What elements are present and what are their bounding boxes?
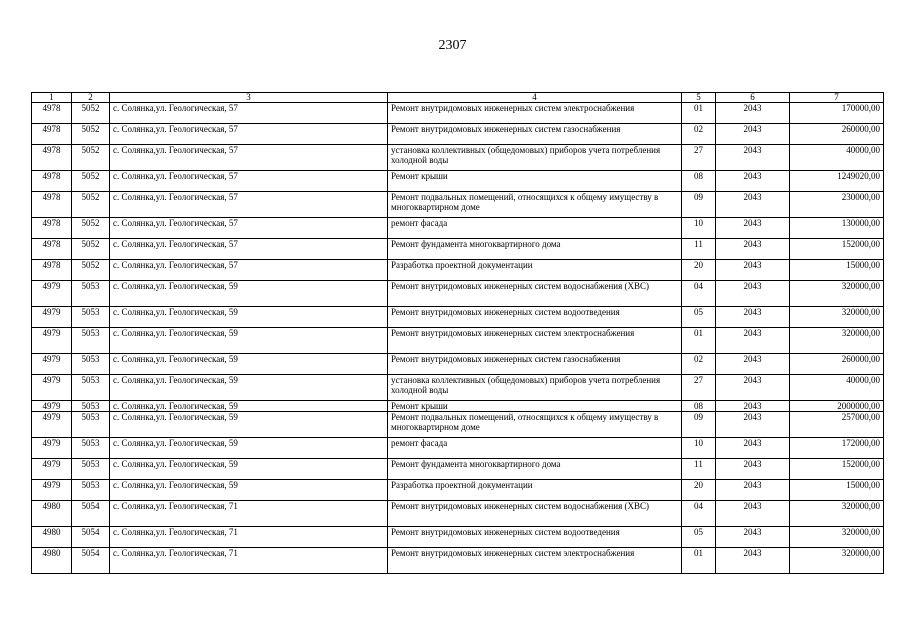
address-cell: с. Солянка,ул. Геологическая, 57 [110, 145, 388, 171]
cost-cell: 40000,00 [790, 375, 884, 401]
table-row [32, 307, 884, 328]
year-cell: 2043 [716, 239, 790, 260]
work-code-cell: 09 [682, 192, 716, 218]
table-row [32, 438, 884, 459]
row-id-cell: 4979 [32, 438, 72, 459]
code-cell: 5052 [72, 145, 110, 171]
cost-cell: 260000,00 [790, 354, 884, 375]
work-type-cell: Ремонт внутридомовых инженерных систем водоотведения [388, 527, 682, 548]
code-cell: 5052 [72, 192, 110, 218]
work-type-cell: установка коллективных (общедомовых) приборов учета потребления холодной воды [388, 145, 682, 171]
year-cell: 2043 [716, 480, 790, 501]
column-number: 6 [716, 93, 790, 103]
column-number: 3 [110, 93, 388, 103]
address-cell: с. Солянка,ул. Геологическая, 57 [110, 171, 388, 192]
row-id-cell: 4978 [32, 124, 72, 145]
work-type-cell: ремонт фасада [388, 438, 682, 459]
year-cell: 2043 [716, 548, 790, 574]
code-cell: 5052 [72, 260, 110, 281]
work-code-cell: 10 [682, 438, 716, 459]
year-cell: 2043 [716, 281, 790, 307]
cost-cell: 320000,00 [790, 281, 884, 307]
work-type-cell: Ремонт внутридомовых инженерных систем водоснабжения (ХВС) [388, 281, 682, 307]
code-cell: 5053 [72, 281, 110, 307]
cost-cell: 257000,00 [790, 412, 884, 438]
year-cell: 2043 [716, 375, 790, 401]
address-cell: с. Солянка,ул. Геологическая, 57 [110, 124, 388, 145]
year-cell: 2043 [716, 145, 790, 171]
table-row [32, 239, 884, 260]
table-row [32, 192, 884, 218]
work-code-cell: 08 [682, 171, 716, 192]
cost-cell: 2000000,00 [790, 401, 884, 412]
code-cell: 5053 [72, 459, 110, 480]
address-cell: с. Солянка,ул. Геологическая, 57 [110, 103, 388, 124]
work-type-cell: Ремонт крыши [388, 171, 682, 192]
year-cell: 2043 [716, 307, 790, 328]
row-id-cell: 4979 [32, 281, 72, 307]
address-cell: с. Солянка,ул. Геологическая, 59 [110, 438, 388, 459]
row-id-cell: 4978 [32, 171, 72, 192]
cost-cell: 172000,00 [790, 438, 884, 459]
address-cell: с. Солянка,ул. Геологическая, 57 [110, 192, 388, 218]
code-cell: 5054 [72, 548, 110, 574]
code-cell: 5053 [72, 354, 110, 375]
work-type-cell: Разработка проектной документации [388, 260, 682, 281]
work-type-cell: Ремонт подвальных помещений, относящихся к общему имуществу в многоквартирном доме [388, 412, 682, 438]
row-id-cell: 4979 [32, 328, 72, 354]
cost-cell: 15000,00 [790, 260, 884, 281]
work-code-cell: 08 [682, 401, 716, 412]
address-cell: с. Солянка,ул. Геологическая, 59 [110, 354, 388, 375]
row-id-cell: 4980 [32, 548, 72, 574]
work-code-cell: 20 [682, 480, 716, 501]
code-cell: 5053 [72, 438, 110, 459]
cost-cell: 320000,00 [790, 328, 884, 354]
address-cell: с. Солянка,ул. Геологическая, 57 [110, 260, 388, 281]
table-body [32, 93, 884, 574]
code-cell: 5052 [72, 218, 110, 239]
address-cell: с. Солянка,ул. Геологическая, 59 [110, 281, 388, 307]
row-id-cell: 4979 [32, 401, 72, 412]
work-code-cell: 01 [682, 328, 716, 354]
address-cell: с. Солянка,ул. Геологическая, 59 [110, 307, 388, 328]
cost-cell: 152000,00 [790, 459, 884, 480]
cost-cell: 15000,00 [790, 480, 884, 501]
cost-cell: 320000,00 [790, 527, 884, 548]
address-cell: с. Солянка,ул. Геологическая, 59 [110, 412, 388, 438]
work-code-cell: 20 [682, 260, 716, 281]
cost-cell: 260000,00 [790, 124, 884, 145]
work-type-cell: Ремонт подвальных помещений, относящихся к общему имуществу в многоквартирном доме [388, 192, 682, 218]
work-code-cell: 05 [682, 527, 716, 548]
work-code-cell: 02 [682, 354, 716, 375]
code-cell: 5053 [72, 375, 110, 401]
table-row [32, 281, 884, 307]
year-cell: 2043 [716, 412, 790, 438]
work-type-cell: ремонт фасада [388, 218, 682, 239]
row-id-cell: 4979 [32, 480, 72, 501]
cost-cell: 230000,00 [790, 192, 884, 218]
table-row [32, 218, 884, 239]
table-row [32, 401, 884, 412]
address-cell: с. Солянка,ул. Геологическая, 59 [110, 401, 388, 412]
address-cell: с. Солянка,ул. Геологическая, 71 [110, 548, 388, 574]
year-cell: 2043 [716, 328, 790, 354]
work-code-cell: 05 [682, 307, 716, 328]
table-row [32, 501, 884, 527]
year-cell: 2043 [716, 459, 790, 480]
work-type-cell: Ремонт фундамента многоквартирного дома [388, 459, 682, 480]
year-cell: 2043 [716, 260, 790, 281]
table-row [32, 103, 884, 124]
address-cell: с. Солянка,ул. Геологическая, 71 [110, 527, 388, 548]
code-cell: 5052 [72, 239, 110, 260]
year-cell: 2043 [716, 103, 790, 124]
work-type-cell: Ремонт внутридомовых инженерных систем водоснабжения (ХВС) [388, 501, 682, 527]
work-code-cell: 02 [682, 124, 716, 145]
address-cell: с. Солянка,ул. Геологическая, 59 [110, 480, 388, 501]
address-cell: с. Солянка,ул. Геологическая, 57 [110, 218, 388, 239]
table-row [32, 171, 884, 192]
table-row [32, 260, 884, 281]
work-code-cell: 11 [682, 459, 716, 480]
year-cell: 2043 [716, 501, 790, 527]
row-id-cell: 4978 [32, 260, 72, 281]
cost-cell: 320000,00 [790, 501, 884, 527]
year-cell: 2043 [716, 192, 790, 218]
year-cell: 2043 [716, 171, 790, 192]
work-type-cell: Ремонт фундамента многоквартирного дома [388, 239, 682, 260]
code-cell: 5054 [72, 527, 110, 548]
year-cell: 2043 [716, 438, 790, 459]
work-code-cell: 27 [682, 145, 716, 171]
table-row [32, 354, 884, 375]
cost-cell: 40000,00 [790, 145, 884, 171]
code-cell: 5053 [72, 307, 110, 328]
work-code-cell: 01 [682, 103, 716, 124]
table-row [32, 480, 884, 501]
address-cell: с. Солянка,ул. Геологическая, 59 [110, 328, 388, 354]
code-cell: 5053 [72, 480, 110, 501]
work-code-cell: 09 [682, 412, 716, 438]
code-cell: 5052 [72, 124, 110, 145]
table-row [32, 124, 884, 145]
table-row [32, 328, 884, 354]
cost-cell: 1249020,00 [790, 171, 884, 192]
column-number: 5 [682, 93, 716, 103]
row-id-cell: 4978 [32, 103, 72, 124]
work-code-cell: 27 [682, 375, 716, 401]
work-code-cell: 01 [682, 548, 716, 574]
page-number: 2307 [438, 38, 467, 53]
row-id-cell: 4979 [32, 375, 72, 401]
year-cell: 2043 [716, 218, 790, 239]
cost-cell: 170000,00 [790, 103, 884, 124]
cost-cell: 130000,00 [790, 218, 884, 239]
code-cell: 5052 [72, 103, 110, 124]
table-row [32, 145, 884, 171]
work-type-cell: Ремонт внутридомовых инженерных систем водоотведения [388, 307, 682, 328]
work-type-cell: Ремонт внутридомовых инженерных систем электроснабжения [388, 103, 682, 124]
row-id-cell: 4978 [32, 218, 72, 239]
work-type-cell: Ремонт внутридомовых инженерных систем электроснабжения [388, 548, 682, 574]
address-cell: с. Солянка,ул. Геологическая, 57 [110, 239, 388, 260]
address-cell: с. Солянка,ул. Геологическая, 59 [110, 375, 388, 401]
code-cell: 5053 [72, 328, 110, 354]
column-number: 1 [32, 93, 72, 103]
work-type-cell: Разработка проектной документации [388, 480, 682, 501]
work-code-cell: 11 [682, 239, 716, 260]
table-row [32, 459, 884, 480]
work-type-cell: Ремонт внутридомовых инженерных систем электроснабжения [388, 328, 682, 354]
work-type-cell: Ремонт внутридомовых инженерных систем газоснабжения [388, 124, 682, 145]
row-id-cell: 4980 [32, 527, 72, 548]
year-cell: 2043 [716, 354, 790, 375]
code-cell: 5052 [72, 171, 110, 192]
year-cell: 2043 [716, 527, 790, 548]
year-cell: 2043 [716, 401, 790, 412]
code-cell: 5053 [72, 412, 110, 438]
address-cell: с. Солянка,ул. Геологическая, 59 [110, 459, 388, 480]
table-row [32, 375, 884, 401]
column-number: 7 [790, 93, 884, 103]
work-type-cell: Ремонт внутридомовых инженерных систем газоснабжения [388, 354, 682, 375]
column-number: 4 [388, 93, 682, 103]
row-id-cell: 4978 [32, 192, 72, 218]
cost-cell: 152000,00 [790, 239, 884, 260]
row-id-cell: 4979 [32, 459, 72, 480]
table-row [32, 527, 884, 548]
code-cell: 5054 [72, 501, 110, 527]
work-code-cell: 04 [682, 501, 716, 527]
row-id-cell: 4979 [32, 307, 72, 328]
column-number-row [32, 93, 884, 103]
repair-schedule-table [31, 92, 884, 574]
column-number: 2 [72, 93, 110, 103]
work-code-cell: 04 [682, 281, 716, 307]
code-cell: 5053 [72, 401, 110, 412]
table-row [32, 548, 884, 574]
row-id-cell: 4980 [32, 501, 72, 527]
row-id-cell: 4979 [32, 412, 72, 438]
row-id-cell: 4978 [32, 145, 72, 171]
row-id-cell: 4979 [32, 354, 72, 375]
row-id-cell: 4978 [32, 239, 72, 260]
work-type-cell: установка коллективных (общедомовых) приборов учета потребления холодной воды [388, 375, 682, 401]
table-row [32, 412, 884, 438]
address-cell: с. Солянка,ул. Геологическая, 71 [110, 501, 388, 527]
year-cell: 2043 [716, 124, 790, 145]
cost-cell: 320000,00 [790, 548, 884, 574]
cost-cell: 320000,00 [790, 307, 884, 328]
work-type-cell: Ремонт крыши [388, 401, 682, 412]
work-code-cell: 10 [682, 218, 716, 239]
